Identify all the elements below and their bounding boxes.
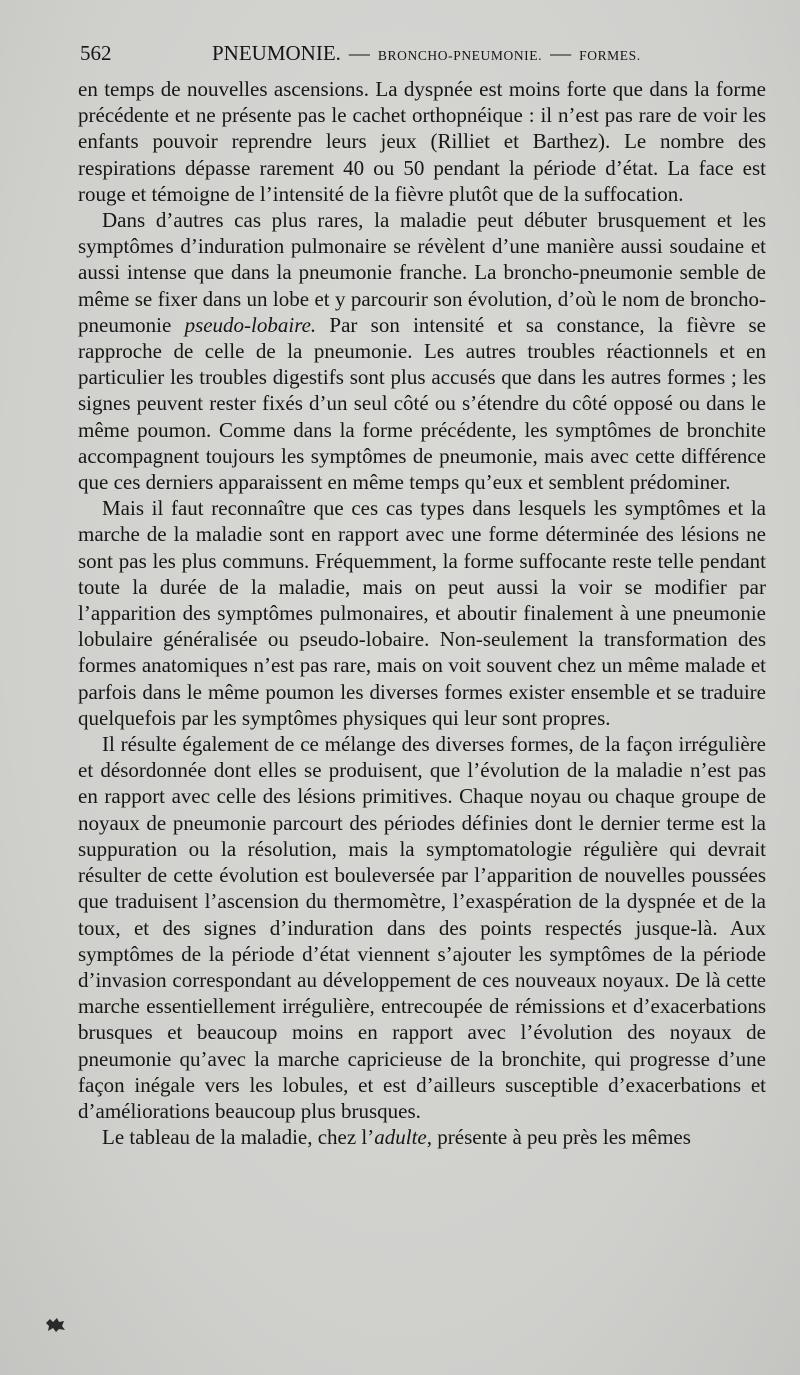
page-number: 562 xyxy=(80,41,112,65)
paragraph-5-part-a: Le tableau de la maladie, chez l’ xyxy=(102,1125,375,1150)
paragraph-2-italic: pseudo-lobaire. xyxy=(184,312,317,337)
paragraph-3: Mais il faut reconnaître que ces cas types dans lesquels les symptômes et la marche de la maladie sont en rapport avec une forme déterminée des lésions ne sont pas les plus communs. Fréquemment, la forme suffocante reste telle pendant toute la durée de la maladie, mais on peut aussi la voir se modifier par l’apparition des symptômes pulmonaires, et aboutir finalement à une pneumonie lobulaire généralisée ou pseudo-lobaire. Non-seulement la transformation des formes anatomiques n’est pas rare, mais on voit souvent chez un même malade et parfois dans le même poumon les diverses formes exister ensemble et se traduire quelquefois par les symptômes physiques qui leur sont propres. xyxy=(78,496,766,730)
header-separator-1: — xyxy=(348,41,370,65)
paragraph-1: en temps de nouvelles ascensions. La dyspnée est moins forte que dans la forme précédente et ne présente pas le cachet orthopnéique : il n’est pas rare de voir les enfants pouvoir reprendre leurs jeux (Rilliet et Barthez). Le nombre des respirations dépasse rarement 40 ou 50 pendant la période d’état. La face est rouge et témoigne de l’intensité de la fièvre plutôt que de la suffocation. xyxy=(78,77,766,206)
paragraph-5 xyxy=(78,1124,766,1150)
header-title xyxy=(212,38,641,71)
paragraph-4: Il résulte également de ce mélange des diverses formes, de la façon irrégulière et désordonnée dont elles se produisent, que l’évolution de la maladie n’est pas en rapport avec celle des lésions primitives. Chaque noyau ou chaque groupe de noyaux de pneumonie parcourt des périodes définies dont le dernier terme est la suppuration ou la résolution, mais la symptomatologie régulière qui devrait résulter de cette évolution est bouleversée par l’apparition de nouvelles poussées que traduisent l’ascension du thermomètre, l’exaspération de la dyspnée et de la toux, et des signes d’induration dans des points respectés jusque-là. Aux symptômes de la période d’état viennent s’ajouter les symptômes de la période d’invasion correspondant au développement de ces nouveaux noyaux. De là cette marche essentiellement irrégulière, entrecoupée de rémissions et d’exacerbations brusques et beaucoup moins en rapport avec l’évolution des noyaux de pneumonie qu’avec la marche capricieuse de la bronchite, qui progresse d’une façon inégale vers les lobules, et est d’ailleurs susceptible d’exacerbations et d’améliorations beaucoup plus brusques. xyxy=(78,732,766,1123)
header-subtitle-1: BRONCHO-PNEUMONIE. xyxy=(377,48,543,63)
header-title-main: PNEUMONIE. xyxy=(212,41,341,65)
running-header xyxy=(80,38,770,68)
paragraph-2 xyxy=(78,207,766,495)
paragraph-2-part-a: Dans d’autres cas plus rares, la maladie peut débuter brusquement et les symptômes d’induration pulmonaire se révèlent d’une manière aussi soudaine et aussi intense que dans la pneumonie franche. La broncho-pneumonie semble de même se fixer dans un lobe et y parcourir son évolution, d’où le nom de broncho-pneumonie xyxy=(78,208,766,337)
header-subtitle-2: FORMES. xyxy=(579,48,641,63)
paragraph-5-italic: adulte, xyxy=(374,1125,433,1150)
header-separator-2: — xyxy=(550,41,572,65)
ink-smudge-icon xyxy=(44,1317,66,1333)
body-text xyxy=(78,76,766,1150)
paragraph-5-part-b: présente à peu près les mêmes xyxy=(432,1125,691,1150)
paragraph-2-part-b: Par son intensité et sa constance, la fièvre se rapproche de celle de la pneumonie. Les autres troubles réactionnels et en particulier les troubles digestifs sont plus accusés que dans les autres formes ; les signes peuvent rester fixés d’un seul côté ou s’étendre du côté opposé ou dans le même poumon. Comme dans la forme précédente, les symptômes de bronchite accompagnent toujours les symptômes de pneumonie, mais avec cette différence que ces derniers apparaissent en même temps qu’eux et semblent prédominer. xyxy=(78,312,766,495)
